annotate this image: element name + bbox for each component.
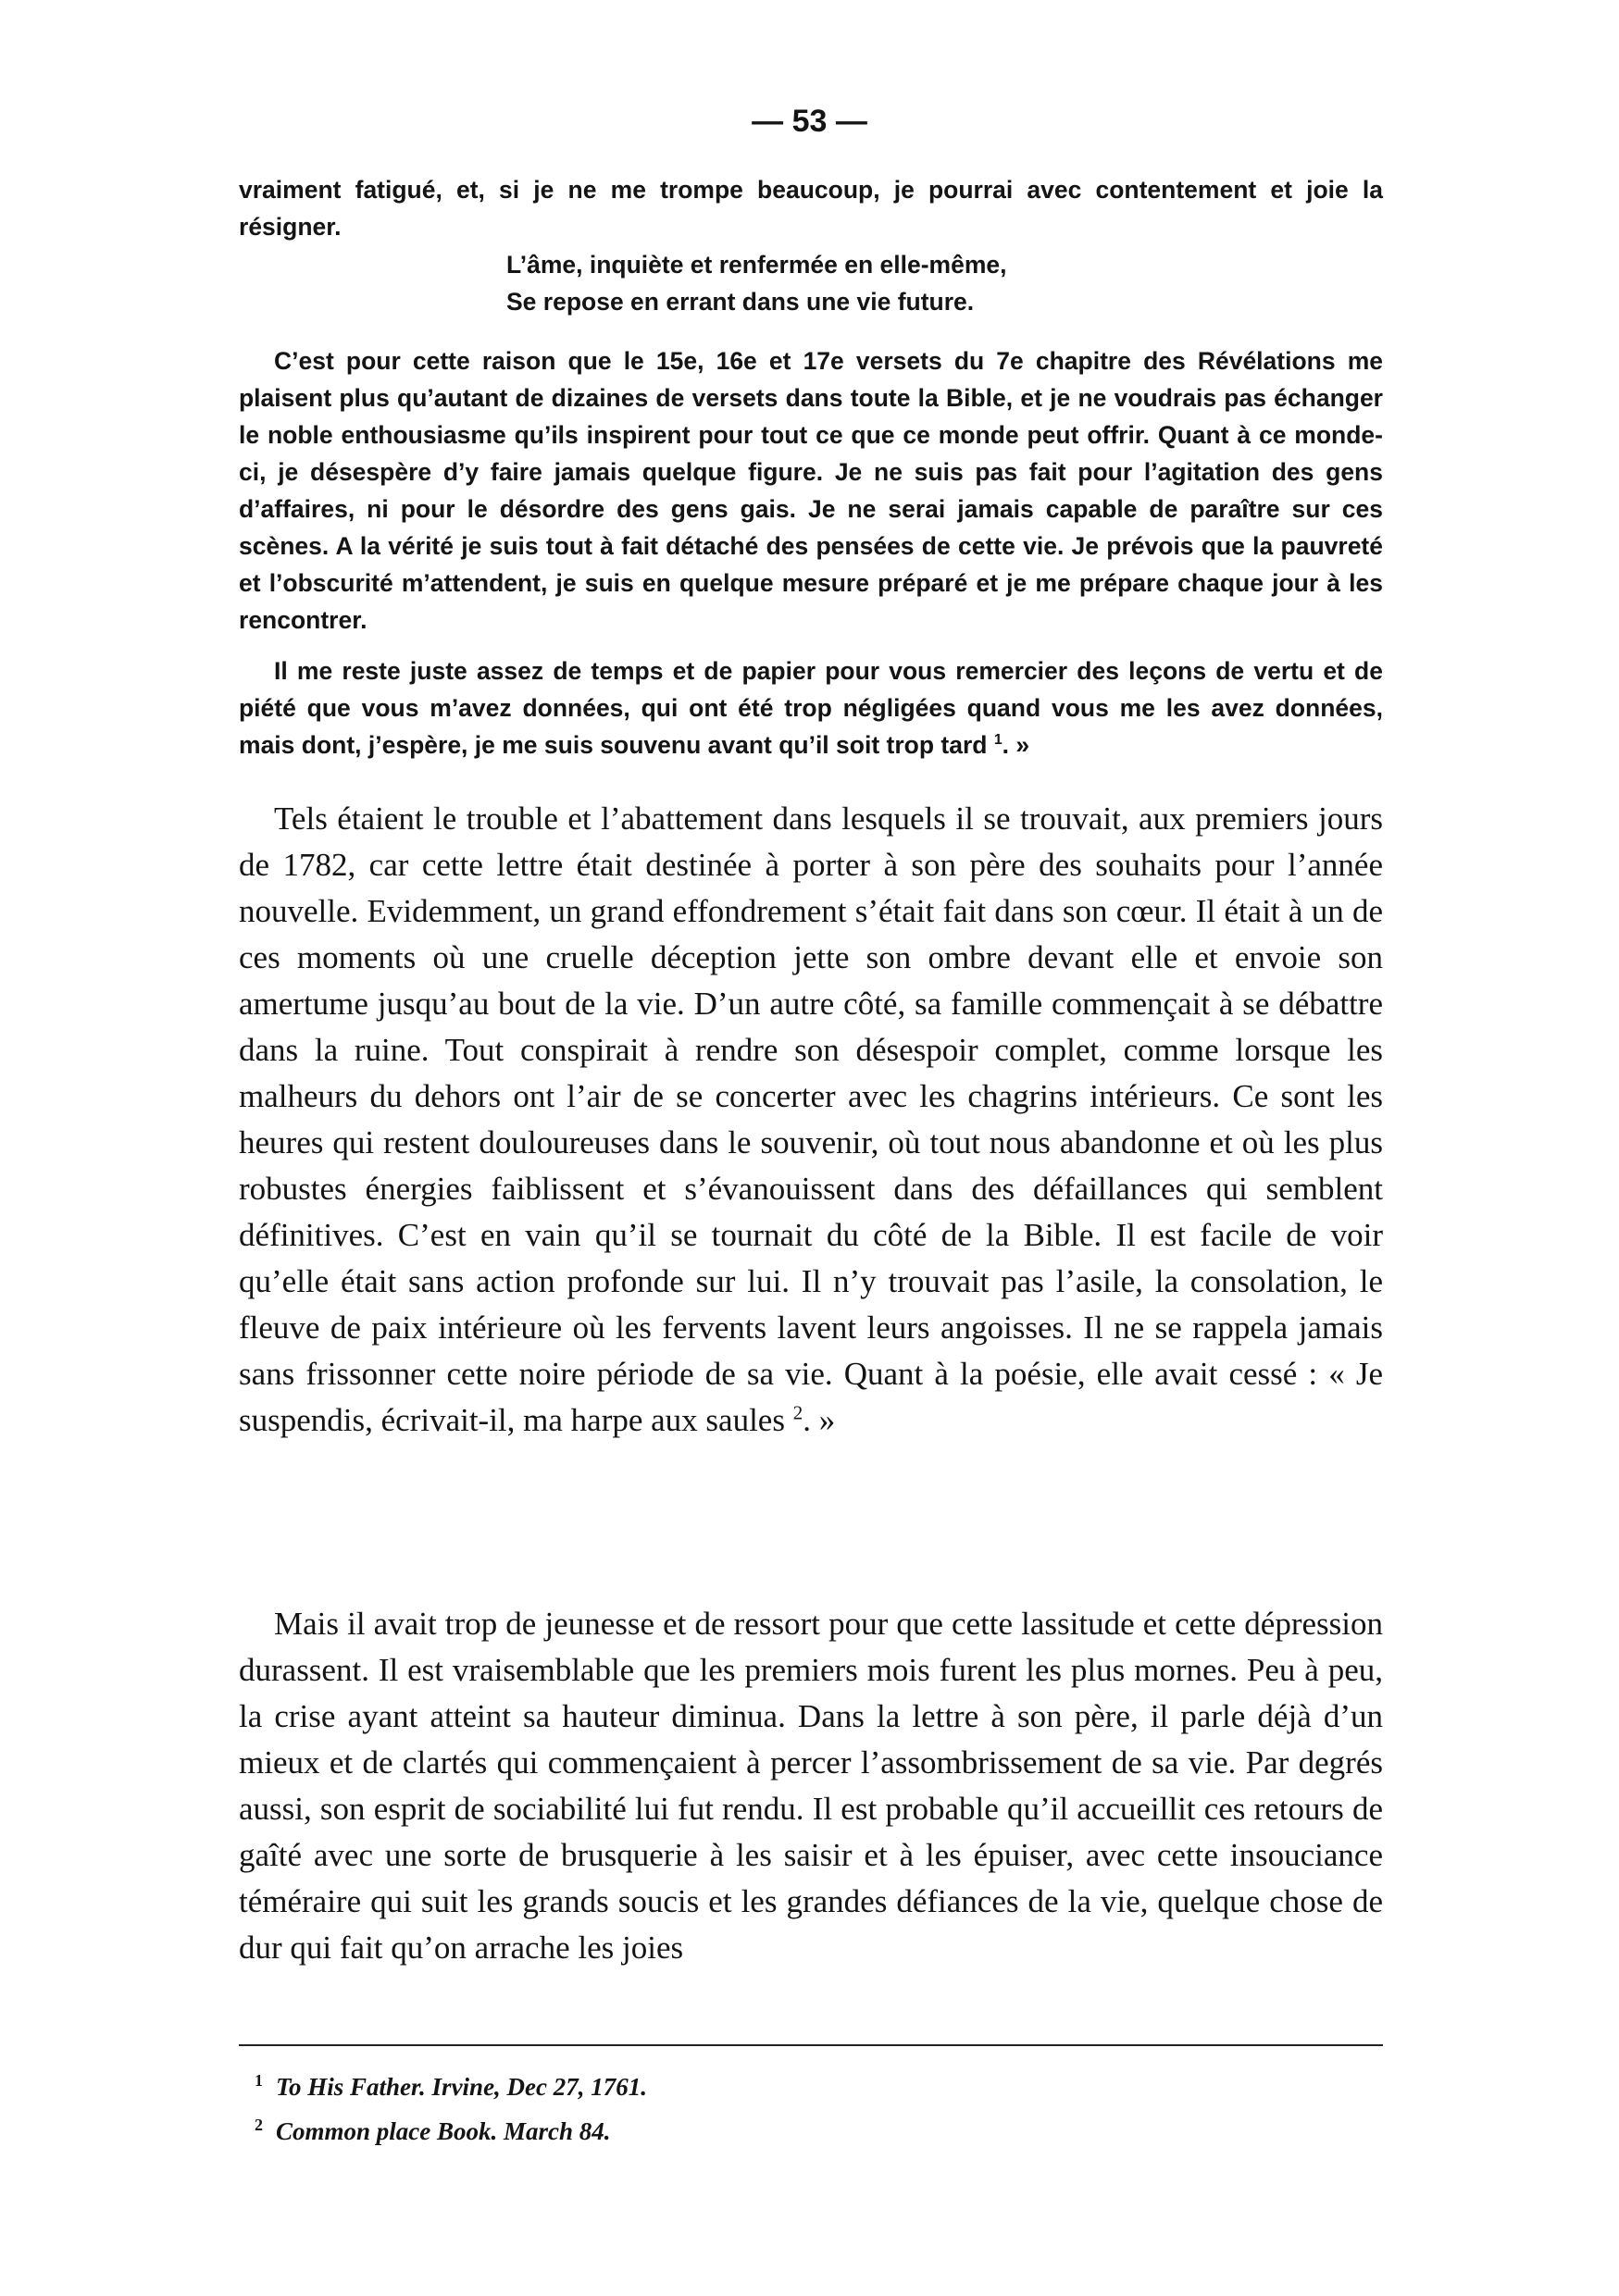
quoted-letter-closing xyxy=(239,652,1383,763)
page-number: — 53 — xyxy=(752,104,867,139)
body-paragraph-2 xyxy=(239,1601,1383,1971)
footnote-ref-1[interactable]: 1 xyxy=(993,732,1003,749)
quote-closing-text: Il me reste juste assez de temps et de papier pour vous remercier des leçons de vertu et de piété que vous m’avez données, qui ont été trop négligées quand vous me les avez données, mais dont, j’espère, je me suis souvenu avant qu’il soit trop tard xyxy=(239,657,1383,759)
footnotes xyxy=(255,2062,647,2151)
paragraph-1-text: Tels étaient le trouble et l’abattement dans lesquels il se trouvait, aux premiers jours de 1782, car cette lettre était destinée à porter à son père des souhaits pour l’année nouvelle. Evidemment, un grand effondrement s’était fait dans son cœur. Il était à un de ces moments où une cruelle déception jette son ombre devant elle et envoie son amertume jusqu’au bout de la vie. D’un autre côté, sa famille commençait à se débattre dans la ruine. Tout conspirait à rendre son désespoir complet, comme lorsque les malheurs du dehors ont l’air de se concerter avec les chagrins intérieurs. Ce sont les heures qui restent douloureuses dans le souvenir, où tout nous abandonne et où les plus robustes énergies faiblissent et s’évanouissent dans des défaillances qui semblent définitives. C’est en vain qu’il se tournait du côté de la Bible. Il est facile de voir qu’elle était sans action profonde sur lui. Il n’y trouvait pas l’asile, la consolation, le fleuve de paix intérieure où les fervents lavent leurs angoisses. Il ne se rappela jamais sans frissonner cette noire période de sa vie. Quant à la poésie, elle avait cessé : « Je suspendis, écrivait-il, ma harpe aux saules xyxy=(239,800,1383,1438)
body-paragraph-1 xyxy=(239,796,1383,1444)
footnote-1-mark: 1 xyxy=(255,2071,263,2090)
quote-middle-text: C’est pour cette raison que le 15e, 16e et 17e versets du 7e chapitre des Révélations me plaisent plus qu’autant de dizaines de versets dans toute la Bible, et je ne voudrais pas échanger le noble enthousiasme qu’ils inspirent pour tout ce que ce monde peut offrir. Quant à ce monde-ci, je désespère d’y faire jamais quelque figure. Je ne suis pas fait pour l’agitation des gens d’affaires, ni pour le désordre des gens gais. Je ne serai jamais capable de paraître sur ces scènes. A la vérité je suis tout à fait détaché des pensées de cette vie. Je prévois que la pauvreté et l’obscurité m’attendent, je suis en quelque mesure préparé et je me prépare chaque jour à les rencontrer. xyxy=(239,347,1383,634)
footnote-2 xyxy=(255,2106,647,2151)
verse-block xyxy=(506,246,1007,320)
footnote-ref-2[interactable]: 2 xyxy=(792,1401,803,1424)
verse-line-2: Se repose en errant dans une vie future. xyxy=(506,288,975,316)
verse-line-1: L’âme, inquiète et renfermée en elle-même, xyxy=(506,251,1007,279)
footnote-1-text: To His Father. Irvine, Dec 27, 1761. xyxy=(276,2073,648,2101)
paragraph-2-text: Mais il avait trop de jeunesse et de ressort pour que cette lassitude et cette dépression durassent. Il est vraisemblable que les premiers mois furent les plus mornes. Peu à peu, la crise ayant atteint sa hauteur diminua. Dans la lettre à son père, il parle déjà d’un mieux et de clartés qui commençaient à percer l’assombrissement de sa vie. Par degrés aussi, son esprit de sociabilité lui fut rendu. Il est probable qu’il accueillit ces retours de gaîté avec une sorte de brusquerie à les saisir et à les épuiser, avec cette insouciance téméraire qui suit les grands soucis et les grandes défiances de la vie, quelque chose de dur qui fait qu’on arrache les joies xyxy=(239,1606,1383,1966)
footnote-separator xyxy=(239,2044,1383,2046)
footnote-1 xyxy=(255,2062,647,2106)
quote-closing-paragraph xyxy=(239,652,1383,763)
quote-opening-text: vraiment fatigué, et, si je ne me trompe beaucoup, je pourrai avec contentement et joie la résigner. xyxy=(239,176,1383,241)
paragraph-1-end: . » xyxy=(803,1402,836,1438)
quote-closing-end: . » xyxy=(1002,731,1030,759)
quoted-letter-opening xyxy=(239,171,1383,245)
quoted-letter-middle xyxy=(239,342,1383,639)
paragraph-1-block xyxy=(239,796,1383,1444)
footnote-2-text: Common place Book. March 84. xyxy=(276,2117,611,2145)
footnote-2-mark: 2 xyxy=(255,2116,263,2134)
